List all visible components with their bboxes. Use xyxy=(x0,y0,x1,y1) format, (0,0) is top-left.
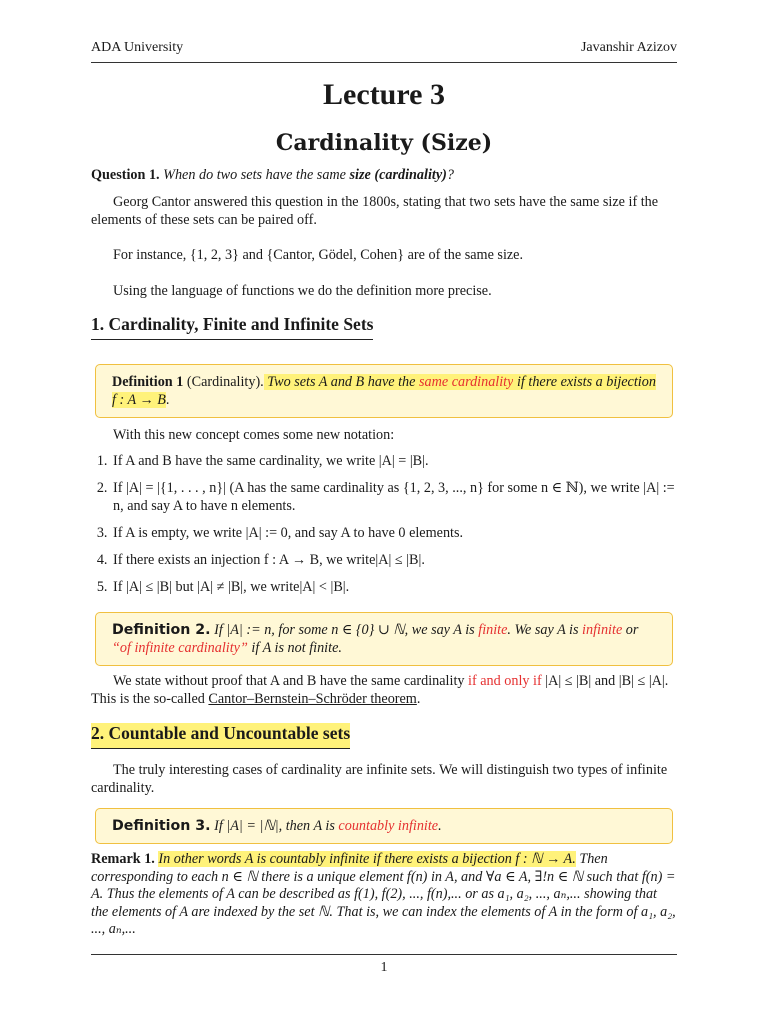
paragraph-infinite: The truly interesting cases of cardinality are infinite sets. We will distinguish two types of infinite cardinality. xyxy=(91,762,668,796)
footer-rule xyxy=(91,954,677,955)
def1-paren: (Cardinality). xyxy=(183,374,264,390)
paragraph-csb xyxy=(91,672,677,708)
header-right: Javanshir Azizov xyxy=(580,40,677,55)
header-rule xyxy=(91,62,677,63)
remark-1 xyxy=(91,851,677,939)
paragraph-example: For instance, {1, 2, 3} and {Cantor, Gödel, Cohen} are of the same size. xyxy=(113,247,524,263)
def3-red: countably infinite xyxy=(338,818,439,834)
notation-list xyxy=(91,452,677,605)
page-number: 1 xyxy=(380,960,388,975)
notation-intro: With this new concept comes some new notation: xyxy=(113,427,395,443)
def1-label: Definition 1 xyxy=(112,374,184,390)
csb-text-c: . xyxy=(416,691,421,707)
csb-text-a: We state without proof that A and B have the same cardinality xyxy=(113,673,469,689)
definition-1-box xyxy=(95,364,673,418)
def1-text-a: Two sets A and B have the xyxy=(263,374,419,390)
def3-label: Definition 3. xyxy=(112,818,211,834)
def2-text-b: . We say A is xyxy=(507,622,583,638)
csb-text-b: |A| ≤ |B| and |B| ≤ |A|. This is the so-called xyxy=(91,673,669,707)
def1-text-b: if there exists a bijection f : A → B xyxy=(112,374,656,408)
question-text-bold: size (cardinality) xyxy=(349,167,447,183)
def1-red: same cardinality xyxy=(418,374,514,390)
running-header xyxy=(91,40,677,56)
header-left: ADA University xyxy=(91,40,184,55)
def2-red-infinite: infinite xyxy=(582,622,623,638)
definition-3-box xyxy=(95,808,673,844)
lecture-title: Lecture 3 xyxy=(323,78,445,111)
csb-red: if and only if xyxy=(468,673,542,689)
lecture-subtitle: Cardinality (Size) xyxy=(275,130,493,156)
def2-text-a: If |A| := n, for some n ∈ {0} ∪ ℕ, we say A is xyxy=(210,622,479,638)
question-text-a: When do two sets have the same xyxy=(163,167,350,183)
question-text-b: ? xyxy=(446,167,454,183)
def2-red-quote: “of infinite cardinality” xyxy=(112,640,248,656)
paragraph-functions: Using the language of functions we do the definition more precise. xyxy=(113,283,492,299)
paragraph-cantor: Georg Cantor answered this question in the 1800s, stating that two sets have the same size if the elements of these sets can be paired off. xyxy=(91,194,659,228)
definition-2-box xyxy=(95,612,673,666)
remark-highlight: In other words A is countably infinite if there exists a bijection f : ℕ → A. xyxy=(158,851,576,867)
def3-text-a: If |A| = |ℕ|, then A is xyxy=(210,818,339,834)
def3-text-b: . xyxy=(438,818,442,834)
def2-text-d: if A is not finite. xyxy=(247,640,342,656)
csb-theorem-link[interactable]: Cantor–Bernstein–Schröder theorem xyxy=(208,691,417,707)
question-label: Question 1. xyxy=(91,167,160,183)
def2-red-finite: finite xyxy=(478,622,508,638)
section-2-heading: 2. Countable and Uncountable sets xyxy=(91,723,350,749)
def1-end: . xyxy=(165,392,170,408)
question-1 xyxy=(91,166,677,184)
def2-text-c: or xyxy=(622,622,639,638)
list-item: 5. If |A| ≤ |B| but |A| ≠ |B|, we write|A| < |B|. xyxy=(111,578,677,596)
section-1-heading: 1. Cardinality, Finite and Infinite Sets xyxy=(91,314,373,340)
remark-label: Remark 1. xyxy=(91,851,155,867)
list-item: 3. If A is empty, we write |A| := 0, and say A to have 0 elements. xyxy=(111,524,677,542)
remark-text: Then corresponding to each n ∈ ℕ there is a unique element f(n) in A, and ∀a ∈ A, ∃!n ∈ ℕ such that f(n) = A. Thus the elements of A can be described as f(1), f(2), ..., f(n),... or as a₁, a₂, ..., aₙ,... showing that the elements of A are indexed by the set ℕ. That is, we can index the elements of A in the form of a₁, a₂, ..., aₙ,... xyxy=(91,851,676,937)
list-item: 2. If |A| = |{1, . . . , n}| (A has the same cardinality as {1, 2, 3, ..., n} for some n ∈ ℕ), we write |A| := n, and say A to have n elements. xyxy=(111,479,677,515)
def2-label: Definition 2. xyxy=(112,622,211,638)
list-item: 1. If A and B have the same cardinality, we write |A| = |B|. xyxy=(111,452,677,470)
list-item: 4. If there exists an injection f : A → B, we write|A| ≤ |B|. xyxy=(111,551,677,569)
